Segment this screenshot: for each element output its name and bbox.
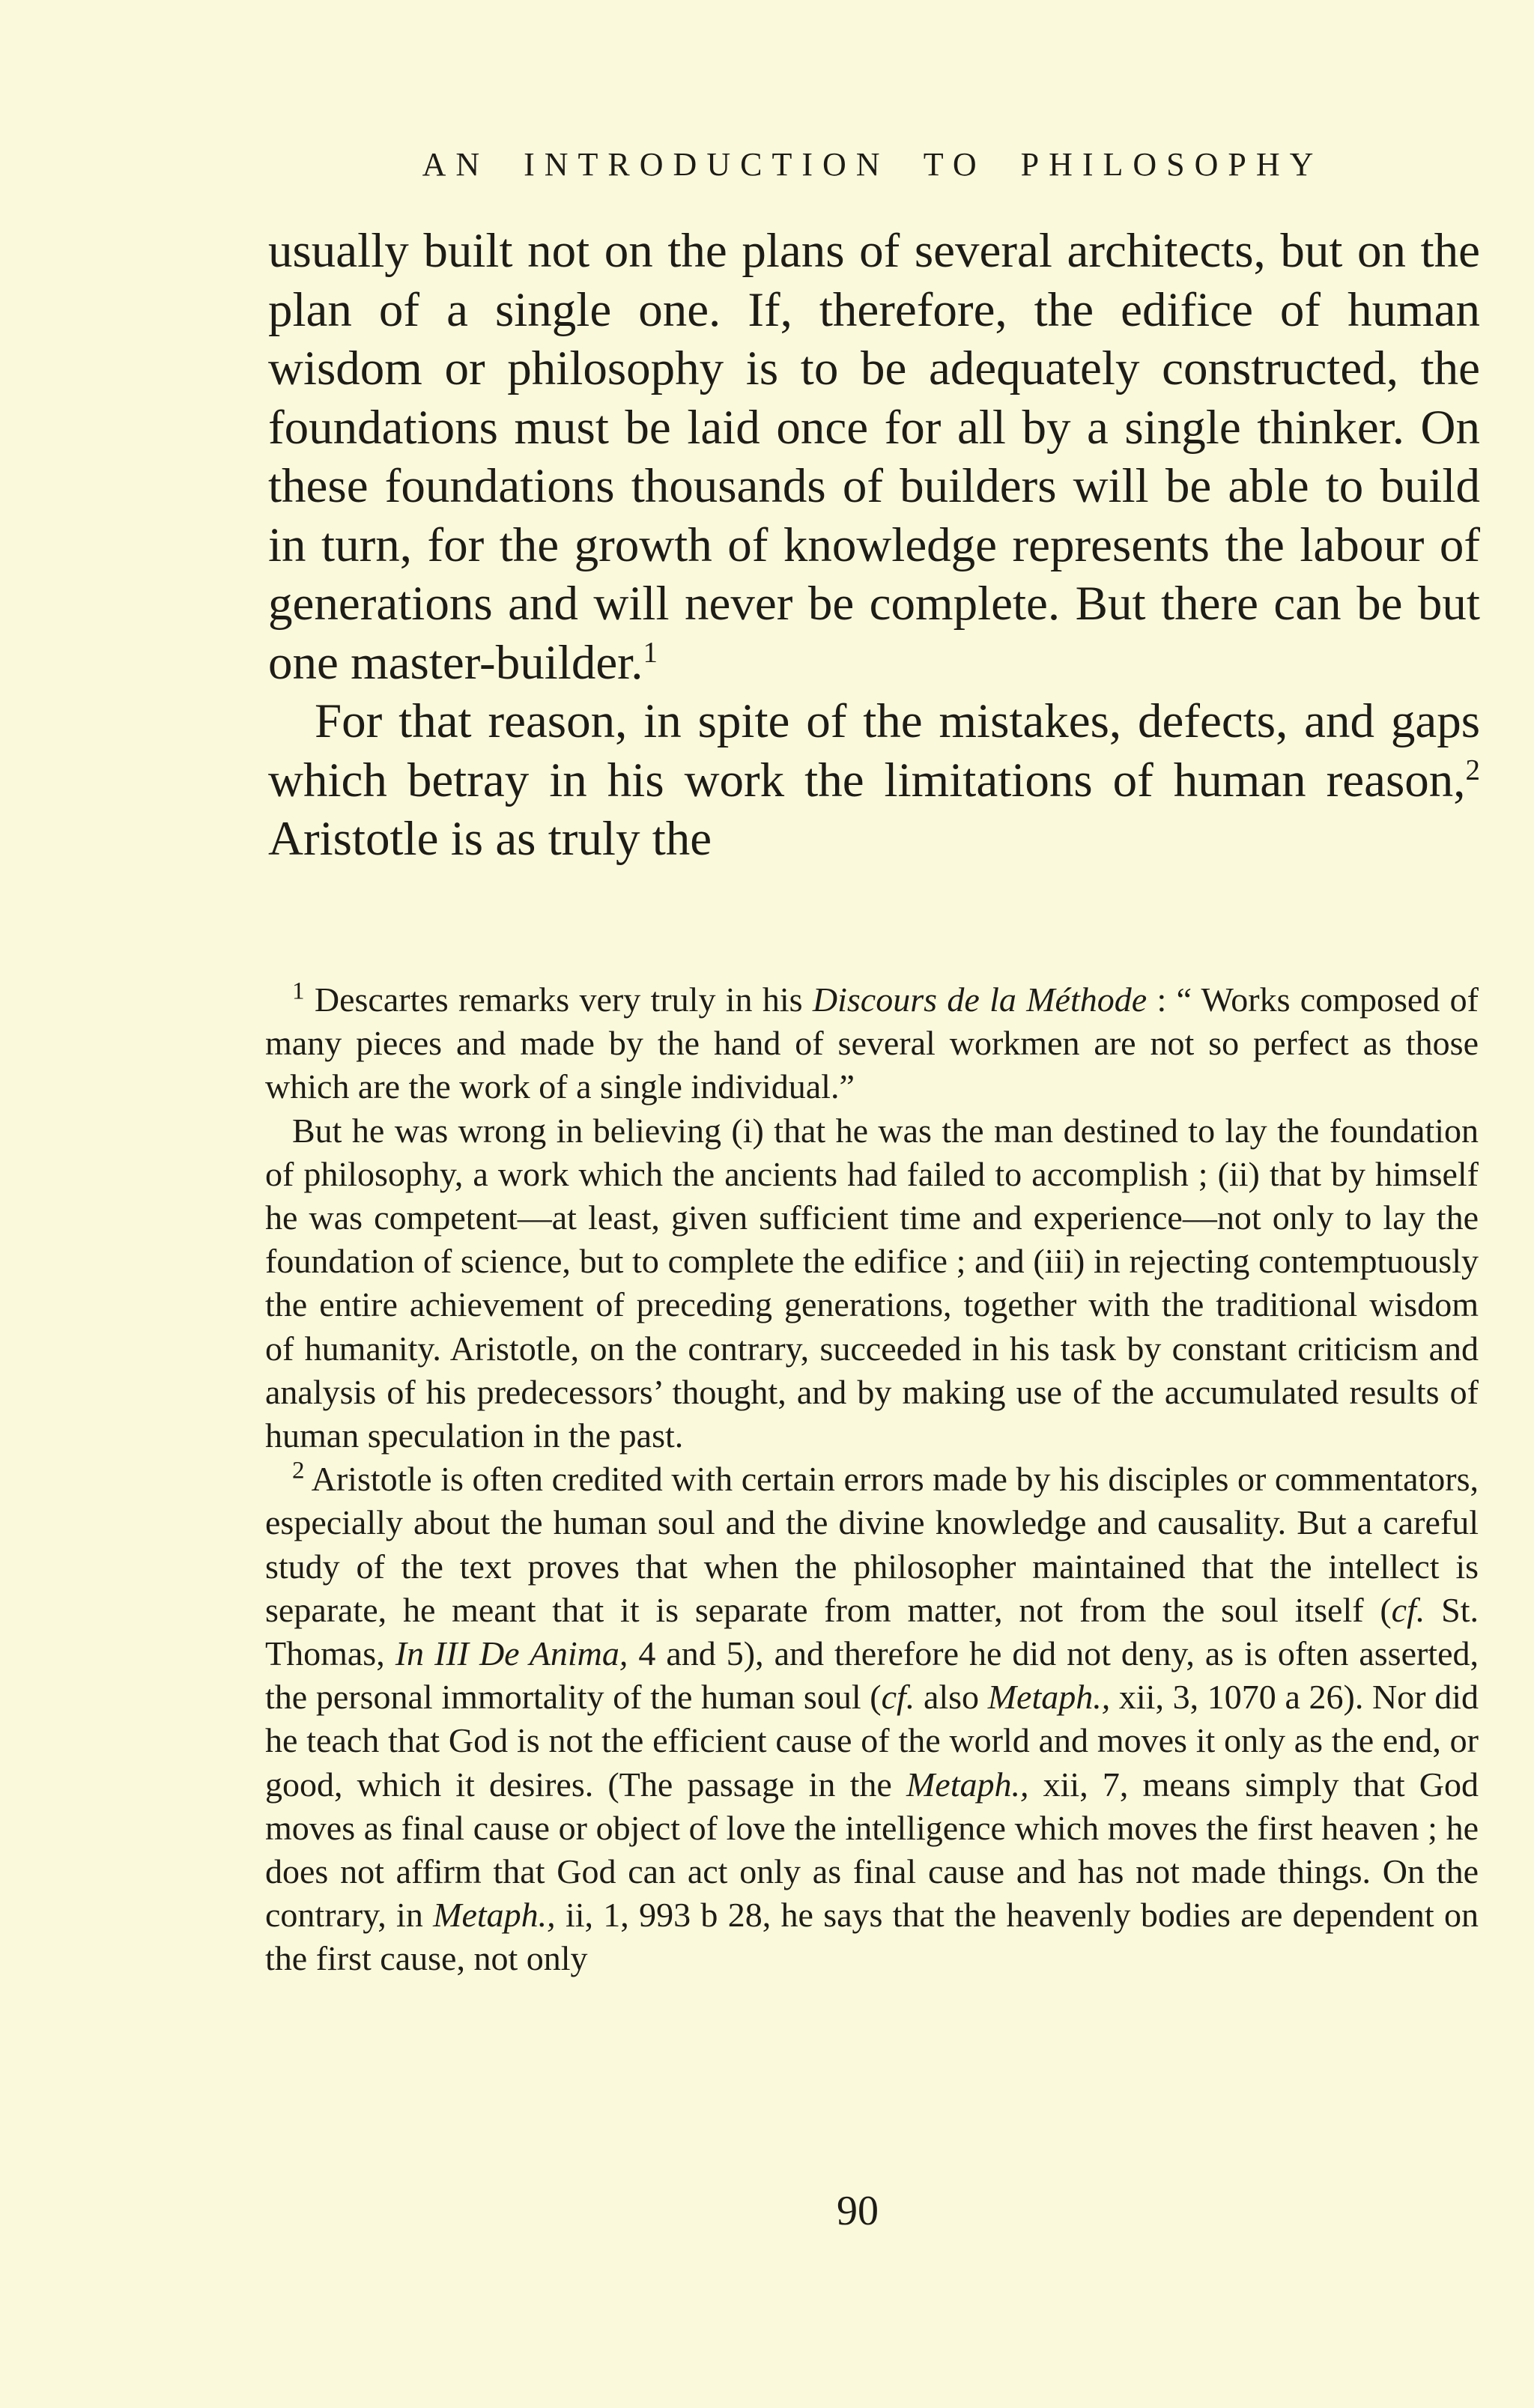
running-head: AN INTRODUCTION TO PHILOSOPHY: [422, 146, 1324, 183]
paragraph-2-text-b: Aristotle is as truly the: [268, 812, 712, 866]
footnote-ref-2: 2: [1465, 753, 1480, 786]
footnote-2-text-c: 4 and 5), and therefore he did not deny, as is often asserted, the personal immortality of the human soul (: [265, 1634, 1479, 1717]
footnote-2: [265, 1458, 1479, 1980]
footnote-2-text-d: also: [915, 1678, 988, 1717]
footnote-2-text-b: St. Thomas,: [265, 1590, 1479, 1673]
paragraph-1: [268, 222, 1480, 692]
footnotes: [265, 978, 1479, 1981]
footnote-2-work-1: In III De Anima,: [395, 1634, 628, 1673]
footnote-ref-1: 1: [643, 635, 658, 668]
footnote-2-cf-1: cf.: [1391, 1590, 1425, 1629]
footnote-1-continuation: But he was wrong in believing (i) that he was the man destined to lay the foundation of philosophy, a work which the ancients had failed to accomplish ; (ii) that by himself he was competent—at least, given sufficient time and experience—not only to lay the foundation of science, but to complete the edifice ; and (iii) in rejecting contemptuously the entire achievement of preceding generations, together with the traditional wisdom of humanity. Aristotle, on the contrary, succeeded in his task by constant criticism and analysis of his predecessors’ thought, and by making use of the accumulated results of human speculation in the past.: [265, 1111, 1479, 1455]
footnote-1-text-a: Descartes remarks very truly in his: [304, 980, 813, 1019]
footnote-1-text-b: : “ Works composed of many pieces and made by the hand of several workmen are not so perfect as those which are the work of a single individual.”: [265, 980, 1479, 1106]
footnote-2-work-2: Metaph.,: [987, 1678, 1111, 1717]
footnote-1-mark: 1: [292, 977, 305, 1005]
footnote-2-cf-2: cf.: [881, 1678, 915, 1717]
footnote-2-text-f: xii, 7, means simply that God moves as final cause or object of love the intelligence which moves the first heaven ; he does not affirm that God can act only as final cause and has not made things. On the contrary, in: [265, 1765, 1479, 1935]
footnote-2-text-e: xii, 3, 1070 a 26). Nor did he teach that God is not the efficient cause of the world and moves it only as the end, or good, which it desires. (The passage in the: [265, 1678, 1479, 1804]
footnote-1-title: Discours de la Méthode: [812, 980, 1148, 1019]
footnote-1: [265, 978, 1479, 1109]
paragraph-2: [268, 692, 1480, 869]
paragraph-2-text-a: For that reason, in spite of the mistakes, defects, and gaps which betray in his work the limitations of human reason,: [268, 694, 1480, 807]
footnote-2-text-g: ii, 1, 993 b 28, he says that the heavenly bodies are dependent on the first cause, not only: [265, 1896, 1479, 1978]
footnote-2-mark: 2: [292, 1456, 305, 1484]
footnote-2-text-a: Aristotle is often credited with certain errors made by his disciples or commentators, especially about the human soul and the divine knowledge and causality. But a careful study of the text proves that when the philosopher maintained that the intellect is separate, he meant that it is separate from matter, not from the soul itself (: [265, 1460, 1479, 1629]
main-text: [268, 222, 1480, 869]
paragraph-1-text: usually built not on the plans of several architects, but on the plan of a single one. If, therefore, the edifice of human wisdom or philosophy is to be adequately constructed, the foundations must be laid once for all by a single thinker. On these foundations thousands of builders will be able to build in turn, for the growth of knowledge represents the labour of generations and will never be complete. But there can be but one master-builder.: [268, 224, 1480, 690]
page-number: 90: [837, 2188, 879, 2234]
footnote-2-work-3: Metaph.,: [906, 1765, 1029, 1804]
footnote-2-work-4: Metaph.,: [433, 1896, 556, 1935]
